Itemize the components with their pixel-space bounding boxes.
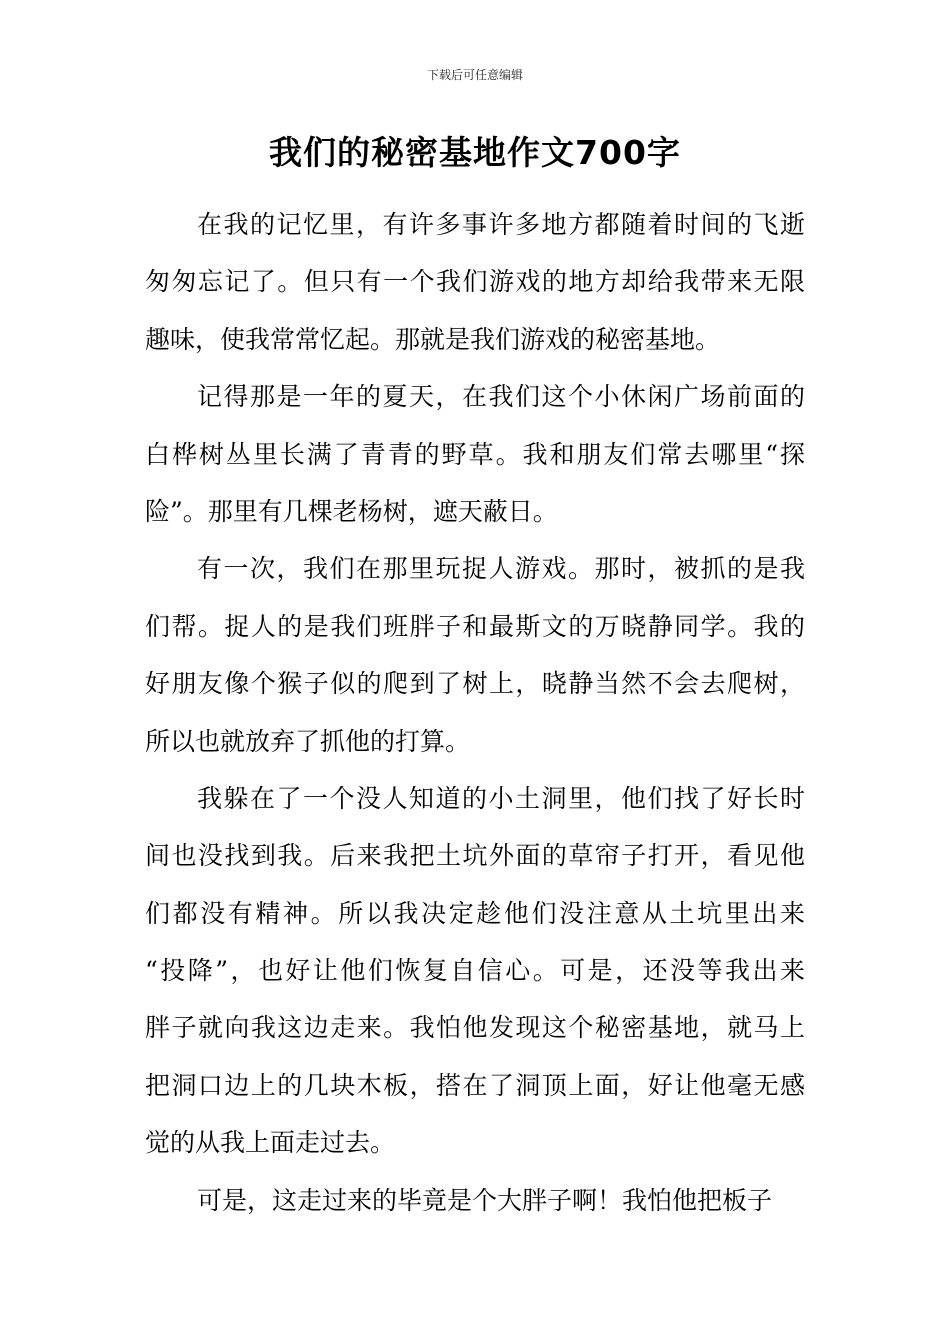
text-line: 觉的从我上面走过去。 (145, 1128, 396, 1158)
text-line: 可是，这走过来的毕竟是个大胖子啊！我怕他把板子 (197, 1185, 773, 1215)
document-title: 我们的秘密基地作文700字 (269, 133, 681, 172)
text-line: 们帮。捉人的是我们班胖子和最斯文的万晓静同学。我的 (145, 611, 805, 641)
text-line: 把洞口边上的几块木板，搭在了洞顶上面，好让他毫无感 (145, 1070, 805, 1100)
text-line: 有一次，我们在那里玩捉人游戏。那时，被抓的是我 (197, 554, 805, 584)
text-line: 趣味，使我常常忆起。那就是我们游戏的秘密基地。 (145, 324, 721, 354)
text-line: 在我的记忆里，有许多事许多地方都随着时间的飞逝 (197, 210, 805, 239)
text-line: 记得那是一年的夏天，在我们这个小休闲广场前面的 (197, 382, 805, 412)
text-line: 险”。那里有几棵老杨树，遮天蔽日。 (145, 496, 558, 526)
paragraph (145, 196, 805, 368)
text-line: 们都没有精神。所以我决定趁他们没注意从土坑里出来 (145, 898, 805, 928)
text-line: 好朋友像个猴子似的爬到了树上，晓静当然不会去爬树， (145, 669, 805, 699)
paragraph (145, 540, 805, 770)
text-line: 间也没找到我。后来我把土坑外面的草帘子打开，看见他 (145, 841, 805, 871)
text-line: 所以也就放弃了抓他的打算。 (145, 726, 471, 756)
paragraph (145, 1172, 805, 1229)
header-note: 下载后可任意编辑 (426, 68, 523, 82)
text-line: 白桦树丛里长满了青青的野草。我和朋友们常去哪里“探 (145, 439, 805, 469)
text-line: 匆匆忘记了。但只有一个我们游戏的地方却给我带来无限 (145, 267, 805, 297)
paragraph (145, 368, 805, 540)
text-line: 我躲在了一个没人知道的小土洞里，他们找了好长时 (197, 783, 805, 813)
paragraph (145, 770, 805, 1172)
essay-body (145, 196, 805, 1229)
text-line: “投降”，也好让他们恢复自信心。可是，还没等我出来 (145, 956, 805, 986)
text-line: 胖子就向我这边走来。我怕他发现这个秘密基地，就马上 (145, 1013, 805, 1043)
